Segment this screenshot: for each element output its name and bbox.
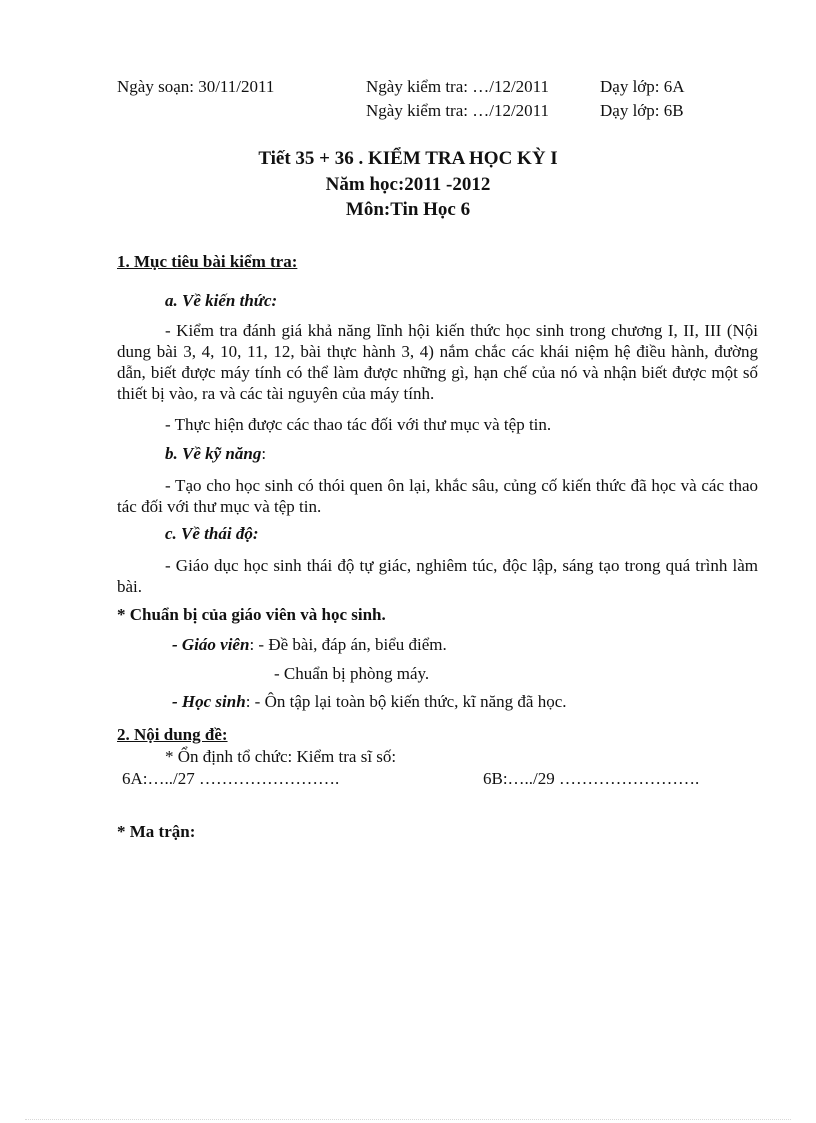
- attendance-6b: 6B:…../29 …………………….: [483, 769, 700, 788]
- teacher-label: - Giáo viên: [172, 635, 250, 654]
- subject: Môn:Tin Học 6: [345, 199, 471, 220]
- section-1-heading: 1. Mục tiêu bài kiểm tra:: [117, 252, 298, 271]
- knowledge-heading: a. Về kiến thức:: [165, 291, 278, 310]
- organization-line: * Ổn định tổ chức: Kiểm tra sĩ số:: [165, 747, 397, 766]
- student-item: : - Ôn tập lại toàn bộ kiến thức, kĩ năng đã học.: [245, 692, 567, 711]
- page-title: Tiết 35 + 36 . KIỂM TRA HỌC KỲ I: [258, 148, 558, 169]
- skills-text: - Tạo cho học sinh có thói quen ôn lại, khắc sâu, củng cố kiến thức đã học và các thao tác đối với thư mục và tệp tin.: [117, 476, 758, 516]
- knowledge-text: - Kiểm tra đánh giá khả năng lĩnh hội kiến thức học sinh trong chương I, II, III (Nội dung bài 3, 4, 10, 11, 12, bài thực hành 3, 4) nắm chắc các khái niệm hệ điều hành, đường dẫn, biết được máy tính có thể làm được những gì, hạn chế của nó và nhận biết được một số thiết bị vào, ra và các tài nguyên của máy tính.: [117, 321, 758, 403]
- school-year: Năm học:2011 -2012: [325, 174, 491, 195]
- test-date-6a: Ngày kiểm tra: …/12/2011: [366, 77, 550, 96]
- knowledge-paragraph: [117, 320, 758, 404]
- teacher-item-1: : - Đề bài, đáp án, biểu điểm.: [249, 635, 447, 654]
- teacher-line: [172, 635, 447, 655]
- student-line: [172, 692, 567, 712]
- page-bottom-divider: [25, 1119, 791, 1120]
- skills-paragraph: [117, 475, 758, 517]
- section-2-heading: 2. Nội dung đề:: [117, 725, 228, 744]
- skills-heading-text: b. Về kỹ năng: [165, 444, 262, 463]
- attitude-paragraph: [117, 555, 758, 597]
- test-date-6b: Ngày kiểm tra: …/12/2011: [366, 101, 550, 120]
- prep-date: Ngày soạn: 30/11/2011: [117, 77, 275, 96]
- attendance-6a: 6A:…../27 …………………….: [122, 769, 340, 788]
- matrix-heading: * Ma trận:: [117, 822, 196, 841]
- attitude-heading: c. Về thái độ:: [165, 524, 259, 543]
- class-6b: Dạy lớp: 6B: [600, 101, 684, 120]
- knowledge-paragraph-2: - Thực hiện được các thao tác đối với thư mục và tệp tin.: [165, 415, 552, 434]
- student-label: - Học sinh: [172, 692, 246, 711]
- preparation-heading: * Chuẩn bị của giáo viên và học sinh.: [117, 605, 386, 624]
- class-6a: Dạy lớp: 6A: [600, 77, 685, 96]
- attitude-text: - Giáo dục học sinh thái độ tự giác, nghiêm túc, độc lập, sáng tạo trong quá trình làm bài.: [117, 556, 758, 596]
- skills-heading: [165, 444, 266, 464]
- teacher-item-2: - Chuẩn bị phòng máy.: [274, 664, 430, 683]
- skills-heading-colon: :: [261, 444, 267, 463]
